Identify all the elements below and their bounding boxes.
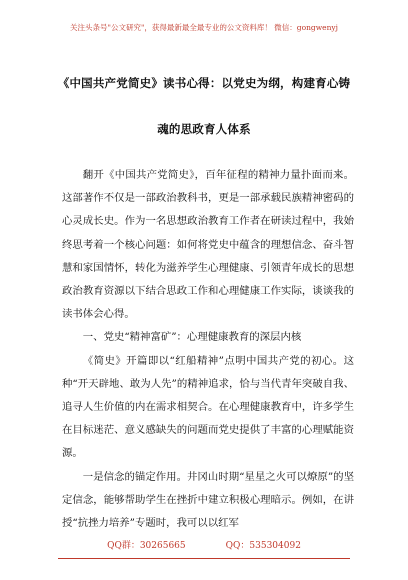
section-heading: 一、党史“精神富矿”：心理健康教育的深层内核 <box>82 331 302 344</box>
footer-contact <box>0 538 408 551</box>
document-title-line-2: 魂的思政育人体系 <box>157 122 251 136</box>
document-body <box>62 164 354 535</box>
footer-divider <box>58 558 350 559</box>
paragraph: 翻开《中国共产党简史》，百年征程的精神力量扑面而来。这部著作不仅是一部政治教科书，更是一部承载民族精神密码的心灵成长史。作为一名思想政治教育工作者在研读过程中，我始终思考着一个核心问题：如何将党史中蕴含的理想信念、奋斗智慧和家国情怀，转化为滋养学生心理健康、引领青年成长的思想政治教育资源以下结合思政工作和心理健康工作实际，谈谈我的读书体会心得。 <box>62 169 354 321</box>
header-notice: 关注头条号"公文研究"，获得最新最全最专业的公文资料库！ 微信：gongwenyj <box>70 23 338 32</box>
footer-qq: QQ：535304092 <box>225 541 301 551</box>
paragraph: 《简史》开篇即以“红船精神”点明中国共产党的初心。这种“开天辟地、敢为人先”的精神追求，恰与当代青年突破自我、追寻人生价值的内在需求相契合。在心理健康教育中，许多学生在目标迷茫、意义感缺失的问题而党史提供了丰富的心理赋能资源。 <box>62 354 354 460</box>
footer-qq-group: QQ群：30265665 <box>107 541 186 551</box>
paragraph: 一是信念的锚定作用。井冈山时期“星星之火可以燎原”的坚定信念，能够帮助学生在挫折中建立积极心理暗示。例如，在讲授“抗挫力培养”专题时，我可以以红军 <box>62 470 354 530</box>
document-title-line-1: 《中国共产党简史》读书心得：以党史为纲，构建育心铸 <box>57 76 351 90</box>
